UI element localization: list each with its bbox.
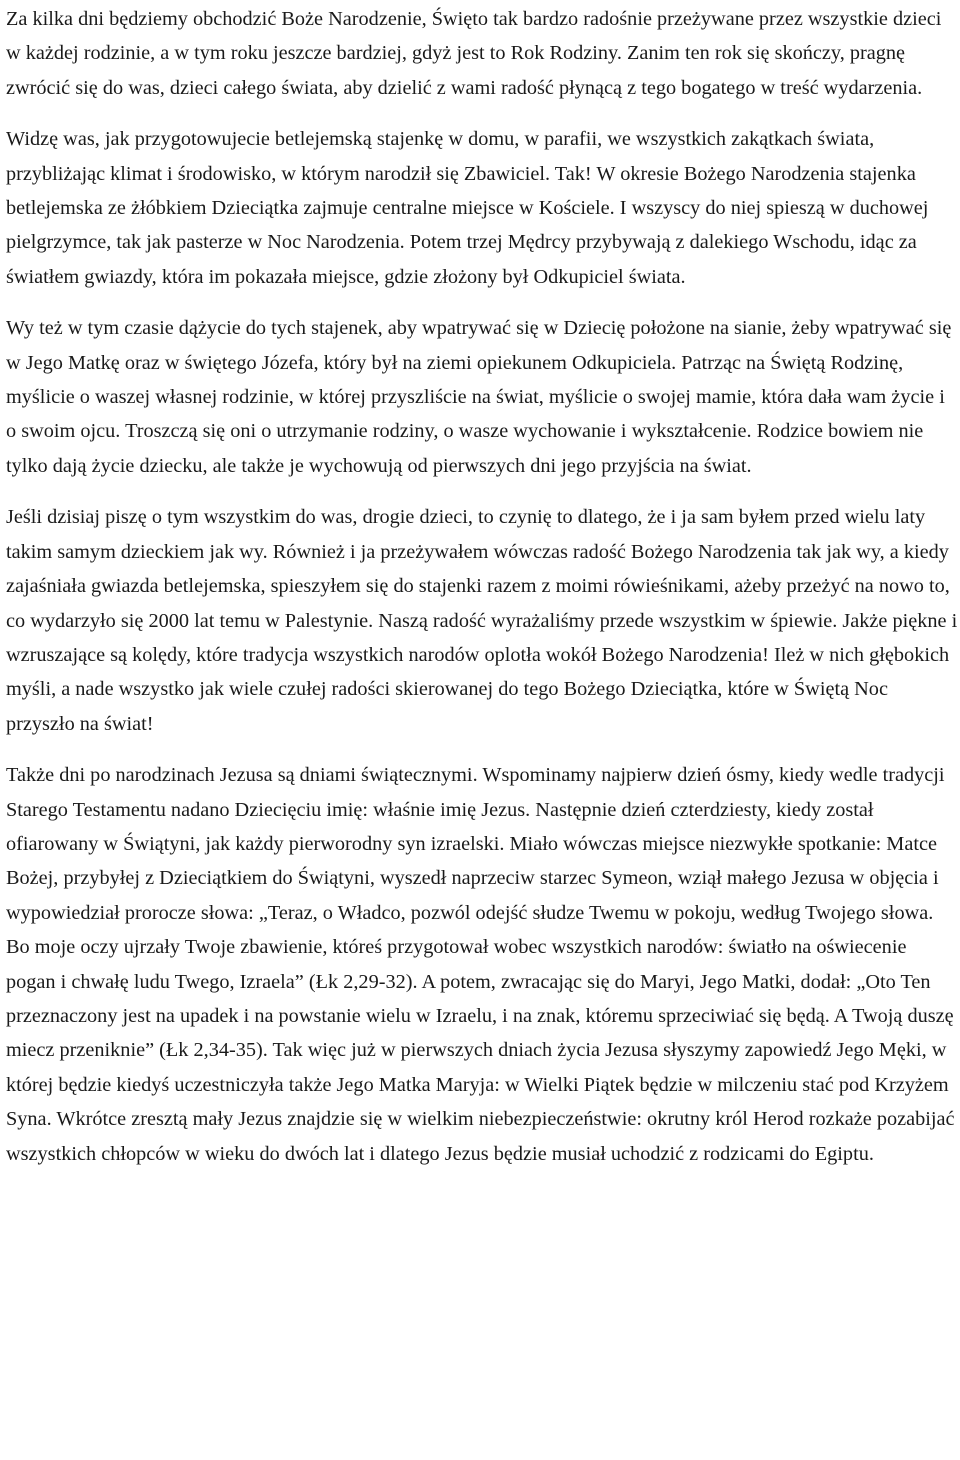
- paragraph-5: Także dni po narodzinach Jezusa są dniami świątecznymi. Wspominamy najpierw dzień ósmy, kiedy wedle tradycji Starego Testamentu nadano Dziecięciu imię: właśnie imię Jezus. Następnie dzień czterdziesty, kiedy został ofiarowany w Świątyni, jak każdy pierworodny syn izraelski. Miało wówczas miejsce niezwykłe spotkanie: Matce Bożej, przybyłej z Dzieciątkiem do Świątyni, wyszedł naprzeciw starzec Symeon, wziął małego Jezusa w objęcia i wypowiedział prorocze słowa: „Teraz, o Władco, pozwól odejść słudze Twemu w pokoju, według Twojego słowa. Bo moje oczy ujrzały Twoje zbawienie, któreś przygotował wobec wszystkich narodów: światło na oświecenie pogan i chwałę ludu Twego, Izraela” (Łk 2,29-32). A potem, zwracając się do Maryi, Jego Matki, dodał: „Oto Ten przeznaczony jest na upadek i na powstanie wielu w Izraelu, i na znak, któremu sprzeciwiać się będą. A Twoją duszę miecz przeniknie” (Łk 2,34-35). Tak więc już w pierwszych dniach życia Jezusa słyszymy zapowiedź Jego Męki, w której będzie kiedyś uczestniczyła także Jego Matka Maryja: w Wielki Piątek będzie w milczeniu stać pod Krzyżem Syna. Wkrótce zresztą mały Jezus znajdzie się w wielkim niebezpieczeństwie: okrutny król Herod rozkaże pozabijać wszystkich chłopców w wieku do dwóch lat i dlatego Jezus będzie musiał uchodzić z rodzicami do Egiptu.: [6, 764, 955, 1165]
- paragraph-3: Wy też w tym czasie dążycie do tych stajenek, aby wpatrywać się w Dziecię położone na sianie, żeby wpatrywać się w Jego Matkę oraz w świętego Józefa, który był na ziemi opiekunem Odkupiciela. Patrząc na Świętą Rodzinę, myślicie o waszej własnej rodzinie, w której przyszliście na świat, myślicie o swojej mamie, która dała wam życie i o swoim ojcu. Troszczą się oni o utrzymanie rodziny, o wasze wychowanie i wykształcenie. Rodzice bowiem nie tylko dają życie dziecku, ale także je wychowują od pierwszych dni jego przyjścia na świat.: [6, 317, 952, 477]
- paragraph-1: Za kilka dni będziemy obchodzić Boże Narodzenie, Święto tak bardzo radośnie przeżywane przez wszystkie dzieci w każdej rodzinie, a w tym roku jeszcze bardziej, gdyż jest to Rok Rodziny. Zanim ten rok się skończy, pragnę zwrócić się do was, dzieci całego świata, aby dzielić z wami radość płynącą z tego bogatego w treść wydarzenia.: [6, 8, 942, 99]
- document-body: [6, 2, 958, 1188]
- paragraph-4: Jeśli dzisiaj piszę o tym wszystkim do was, drogie dzieci, to czynię to dlatego, że i ja sam byłem przed wielu laty takim samym dzieckiem jak wy. Również i ja przeżywałem wówczas radość Bożego Narodzenia tak jak wy, a kiedy zajaśniała gwiazda betlejemska, spieszyłem się do stajenki razem z moimi rówieśnikami, ażeby przeżyć na nowo to, co wydarzyło się 2000 lat temu w Palestynie. Naszą radość wyrażaliśmy przede wszystkim w śpiewie. Jakże piękne i wzruszające są kolędy, które tradycja wszystkich narodów oplotła wokół Bożego Narodzenia! Ileż w nich głębokich myśli, a nade wszystko jak wiele czułej radości skierowanej do tego Bożego Dzieciątka, które w Świętą Noc przyszło na świat!: [6, 506, 958, 735]
- paragraph-2: Widzę was, jak przygotowujecie betlejemską stajenkę w domu, w parafii, we wszystkich zakątkach świata, przybliżając klimat i środowisko, w którym narodził się Zbawiciel. Tak! W okresie Bożego Narodzenia stajenka betlejemska ze żłóbkiem Dzieciątka zajmuje centralne miejsce w Kościele. I wszyscy do niej spieszą w duchowej pielgrzymce, tak jak pasterze w Noc Narodzenia. Potem trzej Mędrcy przybywają z dalekiego Wschodu, idąc za światłem gwiazdy, która im pokazała miejsce, gdzie złożony był Odkupiciel świata.: [6, 128, 929, 288]
